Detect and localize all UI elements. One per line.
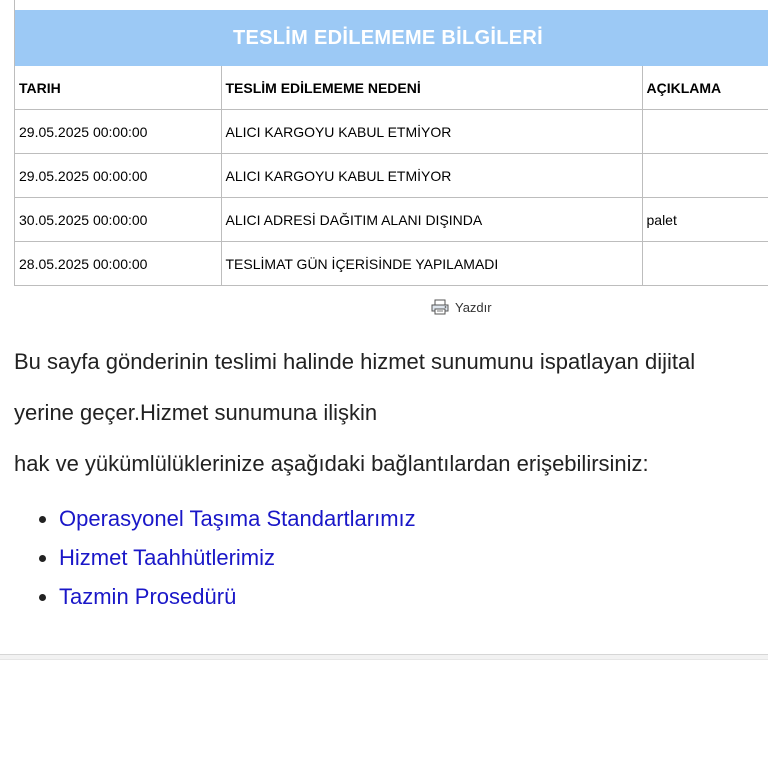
panel-title: TESLİM EDİLEMEME BİLGİLERİ bbox=[15, 10, 768, 66]
list-item bbox=[59, 538, 416, 577]
link-compensation-procedure[interactable]: Tazmin Prosedürü bbox=[59, 584, 237, 609]
column-header-note: AÇIKLAMA bbox=[642, 66, 768, 110]
cell-date: 30.05.2025 00:00:00 bbox=[15, 198, 221, 242]
table-row bbox=[15, 110, 768, 154]
cell-note bbox=[642, 154, 768, 198]
delivery-failure-panel bbox=[14, 10, 768, 286]
list-item bbox=[59, 577, 416, 616]
print-link[interactable] bbox=[431, 299, 492, 315]
cell-reason: ALICI KARGOYU KABUL ETMİYOR bbox=[221, 154, 642, 198]
link-operational-standards[interactable]: Operasyonel Taşıma Standartlarımız bbox=[59, 506, 416, 531]
footer-divider bbox=[0, 654, 768, 660]
cell-note: palet bbox=[642, 198, 768, 242]
table-row bbox=[15, 198, 768, 242]
cell-date: 28.05.2025 00:00:00 bbox=[15, 242, 221, 286]
link-service-commitments[interactable]: Hizmet Taahhütlerimiz bbox=[59, 545, 276, 570]
cell-note bbox=[642, 242, 768, 286]
policy-links-list bbox=[0, 499, 416, 616]
table-header-row bbox=[15, 66, 768, 110]
cell-reason: ALICI KARGOYU KABUL ETMİYOR bbox=[221, 110, 642, 154]
table-row bbox=[15, 242, 768, 286]
delivery-failure-table bbox=[15, 66, 768, 286]
info-line-1: Bu sayfa gönderinin teslimi halinde hizmet sunumunu ispatlayan dijital bbox=[14, 349, 696, 374]
printer-icon bbox=[431, 299, 449, 315]
column-header-reason: TESLİM EDİLEMEME NEDENİ bbox=[221, 66, 642, 110]
cell-reason: ALICI ADRESİ DAĞITIM ALANI DIŞINDA bbox=[221, 198, 642, 242]
print-label: Yazdır bbox=[455, 299, 492, 315]
cell-date: 29.05.2025 00:00:00 bbox=[15, 154, 221, 198]
cell-reason: TESLİMAT GÜN İÇERİSİNDE YAPILAMADI bbox=[221, 242, 642, 286]
list-item bbox=[59, 499, 416, 538]
table-row bbox=[15, 154, 768, 198]
cell-date: 29.05.2025 00:00:00 bbox=[15, 110, 221, 154]
column-header-date: TARIH bbox=[15, 66, 221, 110]
cell-note bbox=[642, 110, 768, 154]
info-line-2: yerine geçer.Hizmet sunumuna ilişkin bbox=[14, 400, 378, 425]
info-line-3: hak ve yükümlülüklerinize aşağıdaki bağlantılardan erişebilirsiniz: bbox=[14, 451, 649, 476]
info-text bbox=[14, 340, 768, 493]
